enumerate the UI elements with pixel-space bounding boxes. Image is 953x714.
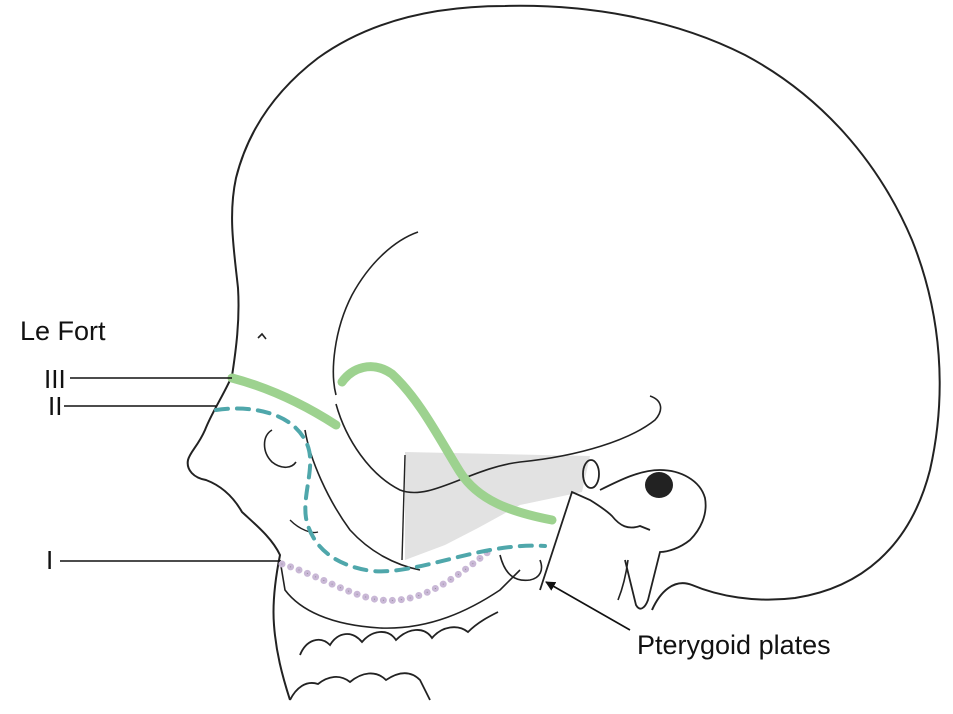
teeth-upper xyxy=(300,612,498,655)
label-le-fort-iii: III xyxy=(44,364,66,394)
diagram-title: Le Fort xyxy=(20,316,106,346)
le-fort-1-line xyxy=(282,552,488,600)
label-pterygoid-plates: Pterygoid plates xyxy=(637,630,831,660)
posterior-maxilla xyxy=(500,555,542,580)
skull-outline xyxy=(232,6,940,610)
pterygoid-arrow xyxy=(546,582,630,630)
label-le-fort-i: I xyxy=(46,545,54,575)
infraorbital-contour xyxy=(290,520,318,533)
face-outline xyxy=(188,376,290,700)
styloid-process xyxy=(618,560,628,600)
cheek-contour xyxy=(265,430,297,467)
teeth-lower xyxy=(290,673,430,700)
label-le-fort-ii: II xyxy=(48,391,63,421)
ear-canal xyxy=(645,472,673,498)
pterygoid-plates xyxy=(540,492,650,590)
nasal-bone-line xyxy=(258,334,266,339)
inner-face-line xyxy=(402,455,405,560)
